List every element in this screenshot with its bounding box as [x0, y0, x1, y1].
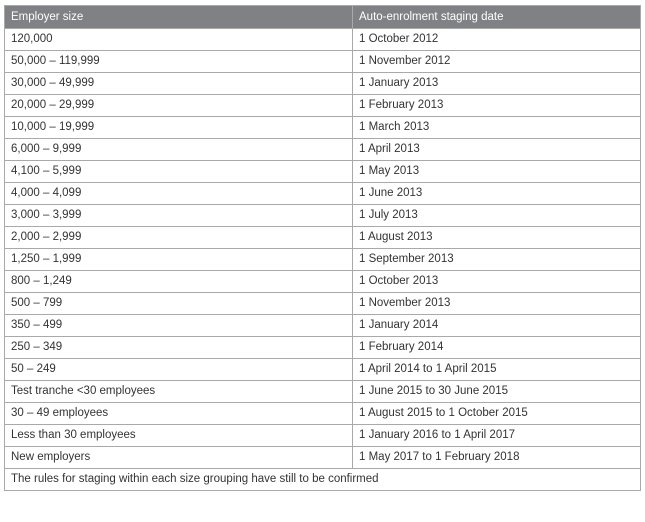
table-row: [5, 139, 641, 161]
cell-staging-date: 1 October 2013: [353, 271, 641, 293]
cell-employer-size: 20,000 – 29,999: [5, 95, 353, 117]
table-row: [5, 271, 641, 293]
cell-staging-date: 1 February 2014: [353, 337, 641, 359]
table-row: [5, 293, 641, 315]
cell-employer-size: 4,100 – 5,999: [5, 161, 353, 183]
cell-employer-size: Less than 30 employees: [5, 425, 353, 447]
table-footnote: The rules for staging within each size grouping have still to be confirmed: [5, 469, 641, 491]
table-body: [5, 29, 641, 469]
cell-staging-date: 1 November 2013: [353, 293, 641, 315]
cell-employer-size: 3,000 – 3,999: [5, 205, 353, 227]
cell-employer-size: 50 – 249: [5, 359, 353, 381]
cell-staging-date: 1 June 2013: [353, 183, 641, 205]
cell-staging-date: 1 April 2013: [353, 139, 641, 161]
cell-employer-size: 30 – 49 employees: [5, 403, 353, 425]
table-row: [5, 359, 641, 381]
table-row: [5, 227, 641, 249]
table-row: [5, 73, 641, 95]
cell-staging-date: 1 November 2012: [353, 51, 641, 73]
cell-staging-date: 1 August 2015 to 1 October 2015: [353, 403, 641, 425]
table-row: [5, 403, 641, 425]
cell-employer-size: 2,000 – 2,999: [5, 227, 353, 249]
cell-staging-date: 1 June 2015 to 30 June 2015: [353, 381, 641, 403]
cell-staging-date: 1 May 2013: [353, 161, 641, 183]
cell-employer-size: 4,000 – 4,099: [5, 183, 353, 205]
table-row: [5, 249, 641, 271]
cell-employer-size: 10,000 – 19,999: [5, 117, 353, 139]
cell-employer-size: 6,000 – 9,999: [5, 139, 353, 161]
table-row: [5, 183, 641, 205]
cell-employer-size: 30,000 – 49,999: [5, 73, 353, 95]
table-row: [5, 315, 641, 337]
table-row: [5, 161, 641, 183]
cell-employer-size: 120,000: [5, 29, 353, 51]
cell-employer-size: Test tranche <30 employees: [5, 381, 353, 403]
staging-dates-table: [4, 5, 641, 491]
header-employer-size: Employer size: [5, 6, 353, 29]
table-row: [5, 447, 641, 469]
cell-employer-size: 350 – 499: [5, 315, 353, 337]
cell-staging-date: 1 August 2013: [353, 227, 641, 249]
table-row: [5, 337, 641, 359]
cell-staging-date: 1 September 2013: [353, 249, 641, 271]
table-row: [5, 381, 641, 403]
cell-staging-date: 1 May 2017 to 1 February 2018: [353, 447, 641, 469]
cell-employer-size: 1,250 – 1,999: [5, 249, 353, 271]
table-row: [5, 29, 641, 51]
cell-staging-date: 1 February 2013: [353, 95, 641, 117]
table-row: [5, 205, 641, 227]
table-row: [5, 51, 641, 73]
cell-staging-date: 1 January 2014: [353, 315, 641, 337]
cell-employer-size: 250 – 349: [5, 337, 353, 359]
cell-employer-size: 500 – 799: [5, 293, 353, 315]
cell-staging-date: 1 July 2013: [353, 205, 641, 227]
cell-staging-date: 1 October 2012: [353, 29, 641, 51]
table-row: [5, 117, 641, 139]
cell-staging-date: 1 January 2013: [353, 73, 641, 95]
cell-staging-date: 1 March 2013: [353, 117, 641, 139]
cell-staging-date: 1 April 2014 to 1 April 2015: [353, 359, 641, 381]
table-footnote-row: [5, 469, 641, 491]
cell-employer-size: 800 – 1,249: [5, 271, 353, 293]
table-row: [5, 95, 641, 117]
table-header-row: [5, 6, 641, 29]
table-row: [5, 425, 641, 447]
cell-staging-date: 1 January 2016 to 1 April 2017: [353, 425, 641, 447]
cell-employer-size: New employers: [5, 447, 353, 469]
staging-table-container: [4, 5, 640, 491]
header-staging-date: Auto-enrolment staging date: [353, 6, 641, 29]
cell-employer-size: 50,000 – 119,999: [5, 51, 353, 73]
